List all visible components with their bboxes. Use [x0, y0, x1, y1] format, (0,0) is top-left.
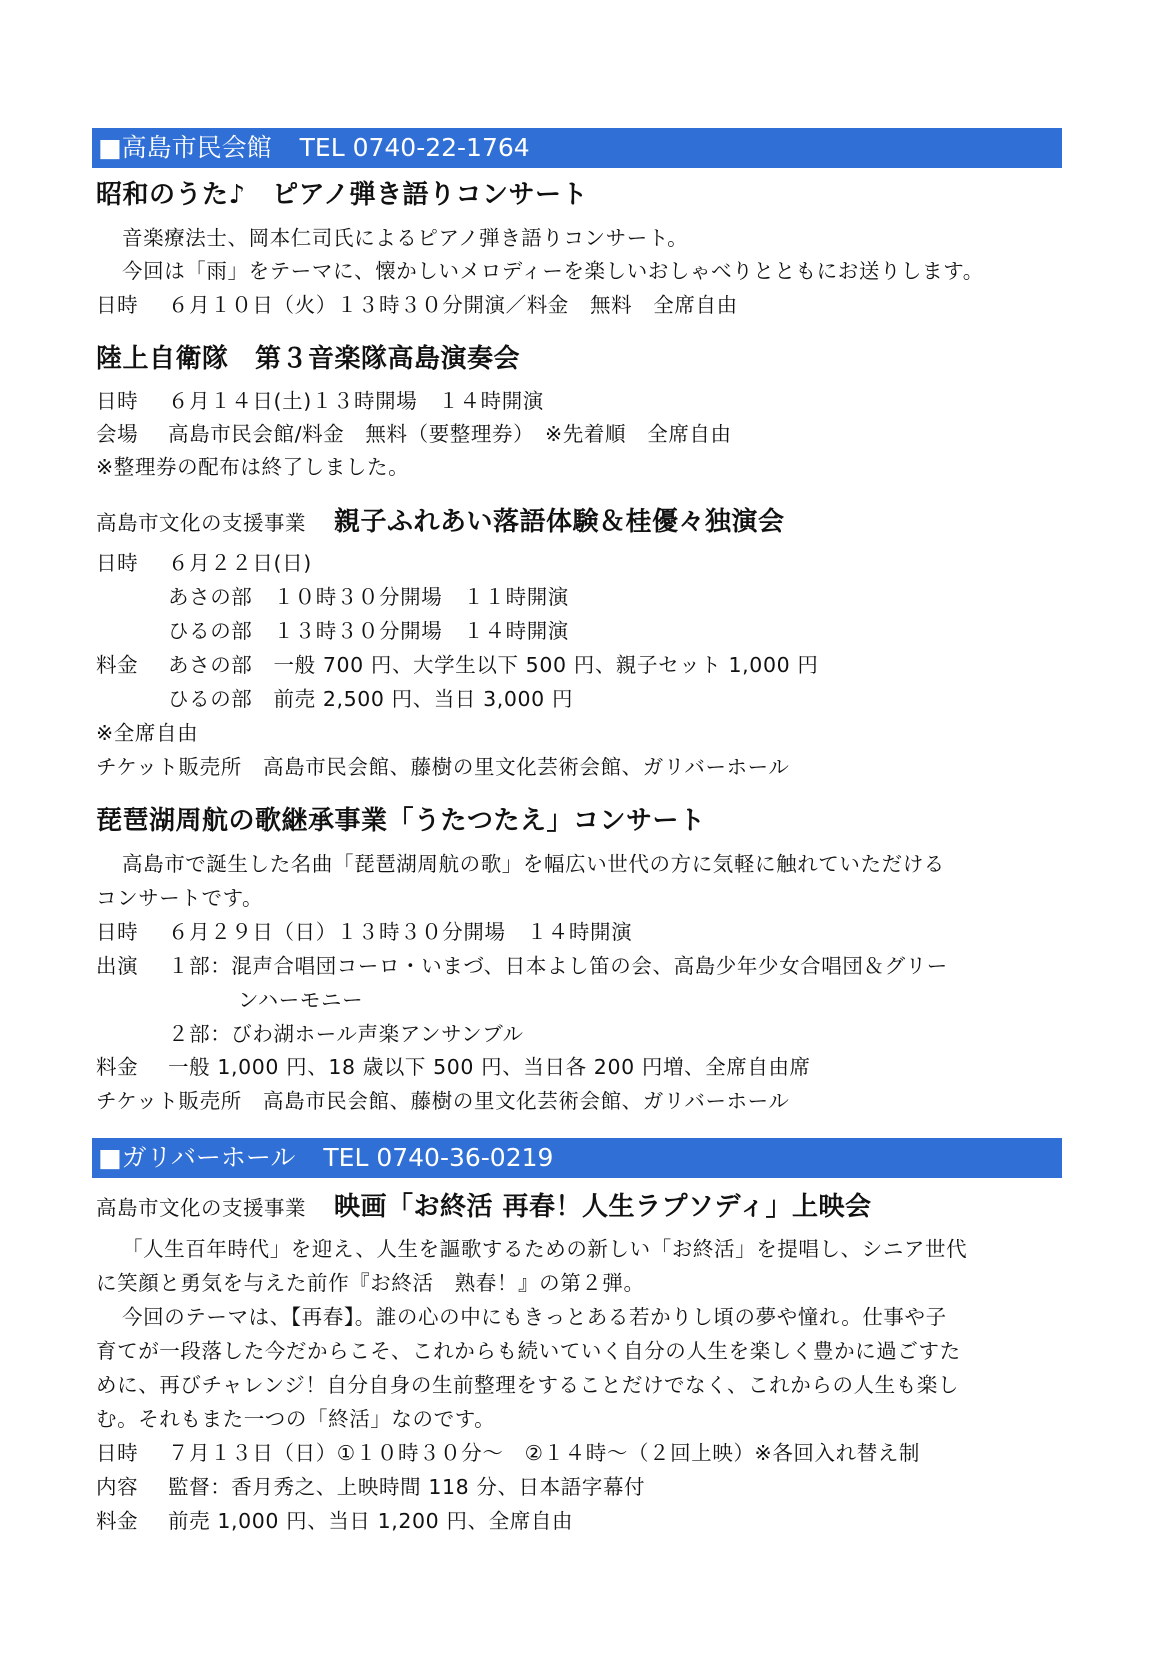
- performer-part1: １部：混声合唱団コーロ・いまづ、日本よし笛の会、高島少年少女合唱団＆グリー: [168, 954, 948, 978]
- event-description: めに、再びチャレンジ！自分自身の生前整理をすることだけでなく、これからの人生も楽し: [96, 1373, 960, 1397]
- event-sponsor: 高島市文化の支援事業: [96, 511, 306, 535]
- date-label: 日時: [96, 920, 139, 944]
- date-value: ６月２２日(日): [168, 551, 312, 575]
- event-note: ※全席自由: [96, 721, 199, 745]
- venue-header-gulliver-hall: [92, 1138, 1062, 1178]
- event-fee-row: [96, 1050, 811, 1080]
- venue-header-shimin-kaikan: [92, 128, 1062, 168]
- venue-label: 会場: [96, 422, 139, 446]
- event-performer-row: [96, 949, 948, 979]
- event-date-row: [96, 288, 738, 318]
- date-label: 日時: [96, 551, 139, 575]
- fee-noon: ひるの部 前売 2,500 円、当日 3,000 円: [168, 687, 574, 711]
- event-date-row: [96, 384, 544, 414]
- event-venue-row: [96, 417, 732, 447]
- event-title-text: 親子ふれあい落語体験＆桂優々独演会: [334, 507, 785, 537]
- event-description: む。それもまた一つの「終活」なのです。: [96, 1407, 496, 1431]
- event-ticket-row: [96, 1084, 789, 1114]
- event-title-showa-uta: 昭和のうた♪ ピアノ弾き語りコンサート: [96, 180, 589, 210]
- venue-tel: TEL 0740-22-1764: [299, 133, 530, 162]
- event-date-row: [96, 546, 312, 576]
- ticket-label: チケット販売所: [96, 755, 242, 779]
- date-value: ７月１３日（日）①１０時３０分～ ②１４時～（２回上映）※各回入れ替え制: [168, 1441, 921, 1465]
- event-note: ※整理券の配布は終了しました。: [96, 455, 410, 479]
- ticket-value: 高島市民会館、藤樹の里文化芸術会館、ガリバーホール: [262, 755, 790, 779]
- event-title-rakugo: [96, 501, 785, 538]
- fee-value: 前売 1,000 円、当日 1,200 円、全席自由: [168, 1509, 574, 1533]
- content-label: 内容: [96, 1475, 139, 1499]
- performer-part2: ２部：びわ湖ホール声楽アンサンブル: [168, 1022, 524, 1046]
- performer-label: 出演: [96, 954, 139, 978]
- event-fee-row: [96, 648, 818, 678]
- event-fee-row: [96, 1504, 573, 1534]
- event-title-jieitai: 陸上自衛隊 第３音楽隊高島演奏会: [96, 344, 521, 374]
- venue-value: 高島市民会館/料金 無料（要整理券） ※先着順 全席自由: [168, 422, 732, 446]
- venue-tel: TEL 0740-36-0219: [323, 1143, 554, 1172]
- event-description: 音楽療法士、岡本仁司氏によるピアノ弾き語りコンサート。: [122, 226, 689, 250]
- event-description: コンサートです。: [96, 886, 264, 910]
- event-description: に笑顔と勇気を与えた前作『お終活 熟春！』の第２弾。: [96, 1271, 645, 1295]
- event-description: 高島市で誕生した名曲「琵琶湖周航の歌」を幅広い世代の方に気軽に触れていただける: [122, 852, 945, 876]
- content-value: 監督：香月秀之、上映時間 118 分、日本語字幕付: [168, 1475, 646, 1499]
- event-description: 今回は「雨」をテーマに、懐かしいメロディーを楽しいおしゃべりとともにお送りします。: [122, 259, 984, 283]
- date-value: ６月２９日（日）１３時３０分開場 １４時開演: [168, 920, 633, 944]
- date-label: 日時: [96, 389, 139, 413]
- event-date-row: [96, 915, 632, 945]
- fee-value: あさの部 一般 700 円、大学生以下 500 円、親子セット 1,000 円: [168, 653, 819, 677]
- session-morning: あさの部 １０時３０分開場 １１時開演: [168, 585, 569, 609]
- event-content-row: [96, 1470, 645, 1500]
- event-description: 育てが一段落した今だからこそ、これからも続いていく自分の人生を楽しく豊かに過ごすた: [96, 1339, 961, 1363]
- event-description: 「人生百年時代」を迎え、人生を謳歌するための新しい「お終活」を提唱し、シニア世代: [122, 1237, 968, 1261]
- venue-name: ■高島市民会館: [98, 133, 272, 162]
- venue-name: ■ガリバーホール: [98, 1143, 296, 1172]
- ticket-value: 高島市民会館、藤樹の里文化芸術会館、ガリバーホール: [262, 1089, 790, 1113]
- fee-label: 料金: [96, 1055, 139, 1079]
- event-title-text: 映画「お終活 再春！人生ラプソディ」上映会: [334, 1192, 872, 1222]
- event-description: 今回のテーマは、【再春】。誰の心の中にもきっとある若かりし頃の夢や憧れ。仕事や子: [122, 1305, 947, 1329]
- fee-value: 一般 1,000 円、18 歳以下 500 円、当日各 200 円増、全席自由席: [168, 1055, 811, 1079]
- fee-label: 料金: [96, 1509, 139, 1533]
- date-value: ６月１０日（火）１３時３０分開演／料金 無料 全席自由: [168, 293, 738, 317]
- event-title-movie: [96, 1186, 871, 1223]
- event-date-row: [96, 1436, 920, 1466]
- ticket-label: チケット販売所: [96, 1089, 242, 1113]
- event-sponsor: 高島市文化の支援事業: [96, 1196, 306, 1220]
- performer-part1-cont: ンハーモニー: [238, 988, 364, 1012]
- fee-label: 料金: [96, 653, 139, 677]
- event-ticket-row: [96, 750, 789, 780]
- date-value: ６月１４日(土)１３時開場 １４時開演: [168, 389, 544, 413]
- date-label: 日時: [96, 293, 139, 317]
- event-title-utatsutae: 琵琶湖周航の歌継承事業「うたつたえ」コンサート: [96, 806, 706, 836]
- date-label: 日時: [96, 1441, 139, 1465]
- session-noon: ひるの部 １３時３０分開場 １４時開演: [168, 619, 569, 643]
